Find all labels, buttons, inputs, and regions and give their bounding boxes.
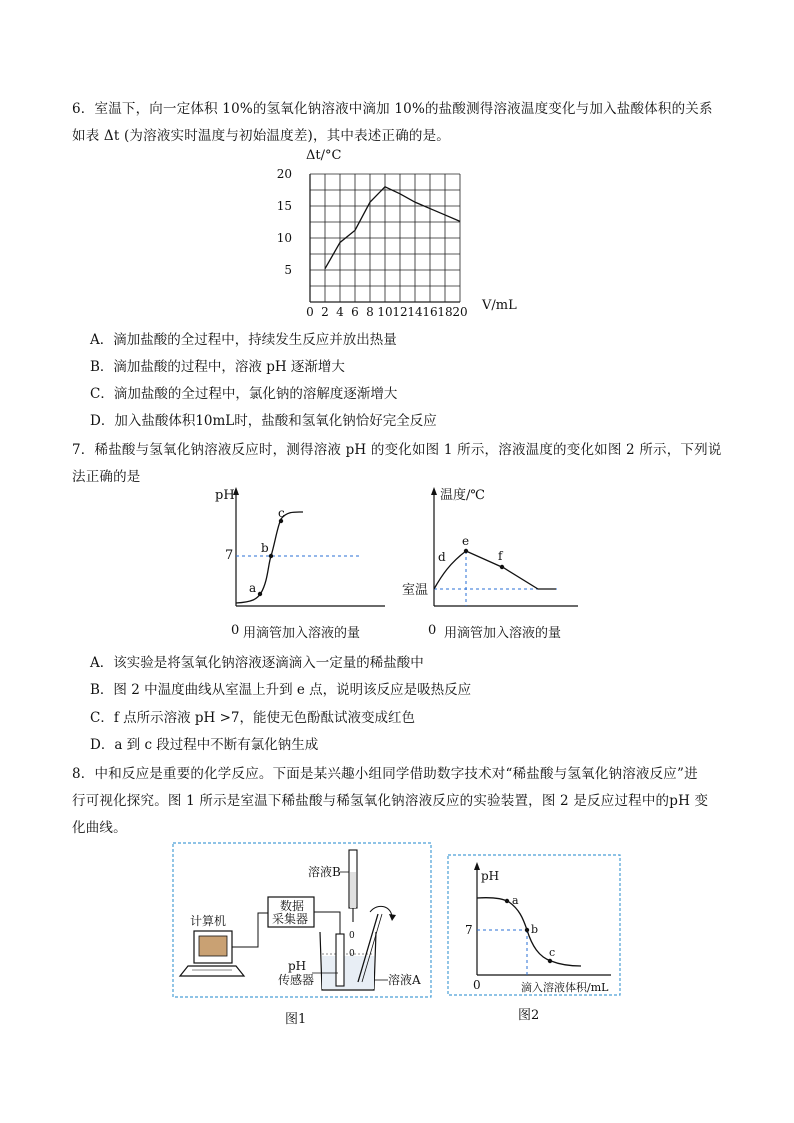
q7-ph-origin: 0 [231, 623, 240, 638]
fig1-computer-label: 计算机 [190, 914, 227, 928]
fig2-origin: 0 [473, 978, 481, 992]
q6-option-b[interactable]: B．滴加盐酸的过程中，溶液 pH 逐渐增大 [90, 359, 345, 375]
q6-stem-line2: 如表 Δt (为溶液实时温度与初始温度差)，其中表述正确的是。 [72, 128, 450, 144]
q7-temp-origin: 0 [428, 623, 437, 638]
q8-stem-line3: 化曲线。 [72, 820, 127, 836]
q6-x-tick-label: 16 [422, 305, 438, 319]
q6-option-a[interactable]: A．滴加盐酸的全过程中，持续发生反应并放出热量 [90, 332, 397, 348]
q6-x-tick-label: 6 [351, 305, 359, 319]
q6-series-line [325, 187, 460, 269]
q6-y-tick-label: 10 [276, 231, 292, 245]
fig1-caption: 图1 [285, 1012, 307, 1027]
q7-ph-point-b [269, 554, 273, 558]
q7-stem-line1: 7．稀盐酸与氢氧化钠溶液反应时，测得溶液 pH 的变化如图 1 所示，溶液温度的变化如图 2 所示，下列说 [72, 442, 722, 458]
q7-temp-curve [434, 551, 556, 589]
q8-figure1-apparatus [172, 842, 434, 1000]
fig2-point-c [548, 959, 552, 963]
q6-option-c[interactable]: C．滴加盐酸的全过程中，氯化钠的溶解度逐渐增大 [90, 386, 398, 402]
q6-y-tick-label: 20 [276, 167, 292, 181]
q6-xlabel: V/mL [482, 298, 517, 313]
q8-figure2-chart [447, 854, 623, 998]
q7-option-c[interactable]: C．f 点所示溶液 pH >7，能使无色酚酞试液变成红色 [90, 710, 416, 726]
q7-temp-chart [398, 483, 588, 645]
ph-sensor-probe [336, 934, 344, 986]
q8-stem-line2: 行可视化探究。图 1 所示是室温下稀盐酸与稀氢氧化钠溶液反应的实验装置，图 2 是反应过程中的pH 变 [72, 793, 709, 809]
q6-x-tick-label: 12 [392, 305, 408, 319]
q7-option-d[interactable]: D．a 到 c 段过程中不断有氯化钠生成 [90, 737, 319, 753]
q7-temp-label-d: d [438, 550, 446, 564]
q7-temp-ylabel: 温度/℃ [440, 488, 485, 503]
fig2-caption: 图2 [518, 1008, 540, 1023]
q7-ph-label-a: a [249, 581, 257, 595]
q7-ph-chart [205, 483, 395, 645]
q7-temp-label-f: f [498, 549, 503, 563]
q6-x-tick-label: 0 [306, 305, 314, 319]
fig1-solution-b: 溶液B [308, 865, 341, 879]
q8-stem-line1: 8．中和反应是重要的化学反应。下面是某兴趣小组同学借助数字技术对“稀盐酸与氢氧化钠溶液反应”进 [72, 766, 698, 782]
q7-temp-room: 室温 [402, 583, 429, 598]
fig2-xlabel: 滴入溶液体积/mL [521, 981, 609, 994]
fig2-label-b: b [531, 923, 539, 936]
q6-x-tick-label: 20 [452, 305, 468, 319]
q6-stem-line1: 6．室温下，向一定体积 10%的氢氧化钠溶液中滴加 10%的盐酸测得溶液温度变化与加入盐酸体积的关系 [72, 101, 713, 117]
q7-ph-ylabel: pH [215, 488, 235, 503]
q6-x-tick-label: 2 [321, 305, 329, 319]
q6-x-tick-label: 18 [437, 305, 453, 319]
svg-text:0: 0 [349, 949, 355, 959]
fig1-ph-line1: pH [288, 959, 307, 973]
q6-option-d[interactable]: D．加入盐酸体积10mL时，盐酸和氢氧化钠恰好完全反应 [90, 413, 437, 429]
fig1-solution-a: 溶液A [388, 973, 421, 987]
q6-chart [270, 142, 530, 322]
fig2-label-c: c [549, 946, 556, 959]
q7-stem-line2: 法正确的是 [72, 469, 141, 485]
fig1-collector-line1: 数据 [280, 899, 305, 913]
fig2-seven: 7 [465, 923, 473, 937]
q7-temp-point-f [500, 565, 504, 569]
fig2-ylabel: pH [481, 869, 500, 883]
q6-x-tick-label: 4 [336, 305, 344, 319]
fig1-ph-line2: 传感器 [278, 973, 315, 987]
fig2-label-a: a [512, 894, 519, 907]
q7-ph-label-c: c [278, 506, 285, 520]
q6-y-tick-label: 15 [276, 199, 292, 213]
fig2-point-b [525, 928, 529, 932]
q7-option-a[interactable]: A．该实验是将氢氧化钠溶液逐滴滴入一定量的稀盐酸中 [90, 655, 424, 671]
q7-temp-label-e: e [462, 534, 470, 548]
q7-ph-label-b: b [261, 541, 269, 555]
svg-text:0: 0 [349, 931, 355, 941]
q7-option-b[interactable]: B．图 2 中温度曲线从室温上升到 e 点，说明该反应是吸热反应 [90, 682, 472, 698]
q7-ph-point-a [258, 592, 262, 596]
q7-temp-point-e [464, 549, 468, 553]
q6-x-tick-label: 14 [407, 305, 423, 319]
q6-x-tick-label: 10 [377, 305, 393, 319]
q7-ph-seven: 7 [225, 548, 234, 563]
q7-temp-xlabel: 用滴管加入溶液的量 [444, 626, 562, 641]
fig2-curve [477, 898, 581, 966]
q6-x-tick-label: 8 [366, 305, 374, 319]
fig2-point-a [505, 899, 509, 903]
q6-ylabel: Δt/°C [306, 148, 342, 163]
q6-y-tick-label: 5 [284, 263, 292, 277]
q7-ph-xlabel: 用滴管加入溶液的量 [243, 626, 361, 641]
q6-grid [310, 174, 460, 302]
fig1-collector-line2: 采集器 [272, 912, 309, 926]
